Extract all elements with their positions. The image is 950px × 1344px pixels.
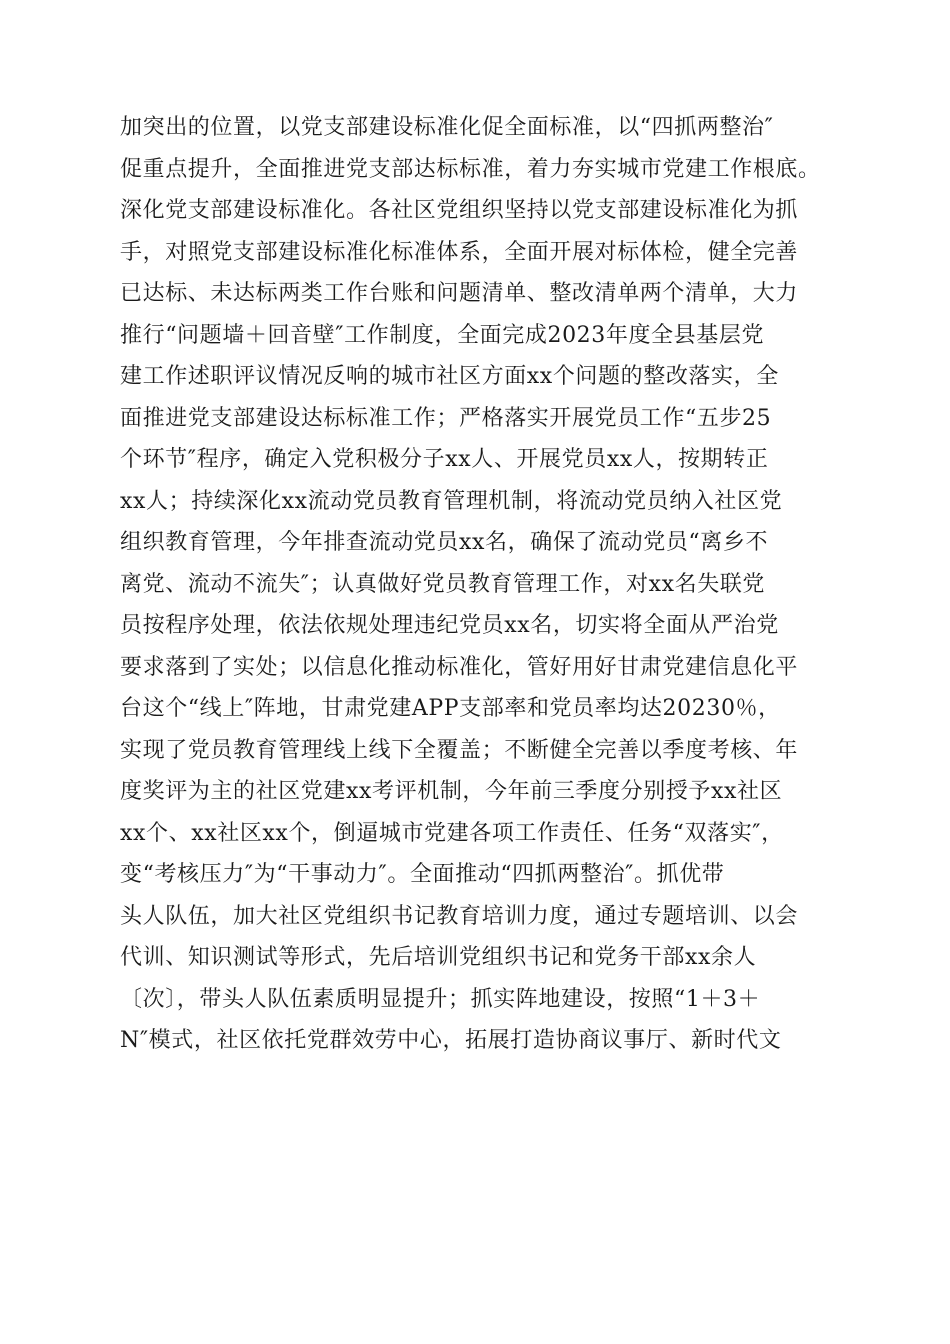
text-line: 要求落到了实处；以信息化推动标准化，管好用好甘肃党建信息化平	[120, 654, 799, 680]
text-line: 台这个“线上″阵地，甘肃党建APP支部率和党员率均达20230％，	[120, 696, 781, 721]
text-line: 离党、流动不流失″；认真做好党员教育管理工作，对xx名失联党	[120, 571, 766, 597]
text-line: 变“考核压力″为“干事动力″。全面推动“四抓两整治″。抓优带	[120, 862, 725, 887]
text-line: 〔次〕，带头人队伍素质明显提升；抓实阵地建设，按照“1＋3＋	[120, 986, 761, 1012]
text-line: 面推进党支部建设达标标准工作；严格落实开展党员工作“五步25	[120, 405, 772, 431]
text-line: 代训、知识测试等形式，先后培训党组织书记和党务干部xx余人	[120, 945, 757, 970]
text-line: 实现了党员教育管理线上线下全覆盖；不断健全完善以季度考核、年	[120, 737, 799, 763]
text-line: 头人队伍，加大社区党组织书记教育培训力度，通过专题培训、以会	[120, 903, 799, 929]
text-line: xx人；持续深化xx流动党员教育管理机制，将流动党员纳入社区党	[120, 488, 783, 514]
text-line: 度奖评为主的社区党建xx考评机制，今年前三季度分别授予xx社区	[120, 779, 783, 804]
text-line: 促重点提升，全面推进党支部达标标准，着力夯实城市党建工作根底。	[120, 156, 821, 182]
text-line: N″模式，社区依托党群效劳中心，拓展打造协商议事厅、新时代文	[120, 1028, 782, 1053]
text-line: 深化党支部建设标准化。各社区党组织坚持以党支部建设标准化为抓	[120, 198, 799, 223]
body-paragraph	[120, 107, 920, 1062]
text-line: xx个、xx社区xx个，倒逼城市党建各项工作责任、任务“双落实″，	[120, 820, 784, 846]
text-line: 已达标、未达标两类工作台账和问题清单、整改清单两个清单，大力	[120, 281, 799, 306]
text-line: 个环节″程序，确定入党积极分子xx人、开展党员xx人，按期转正	[120, 447, 769, 472]
text-line: 建工作述职评议情况反响的城市社区方面xx个问题的整改落实，全	[120, 364, 779, 389]
text-line: 组织教育管理，今年排查流动党员xx名，确保了流动党员“离乡不	[120, 530, 769, 555]
text-line: 推行“问题墙＋回音壁″工作制度，全面完成2023年度全县基层党	[120, 322, 765, 348]
text-line: 加突出的位置，以党支部建设标准化促全面标准，以“四抓两整治″	[120, 115, 774, 140]
text-line: 员按程序处理，依法依规处理违纪党员xx名，切实将全面从严治党	[120, 613, 779, 638]
text-line: 手，对照党支部建设标准化标准体系，全面开展对标体检，健全完善	[120, 239, 799, 265]
